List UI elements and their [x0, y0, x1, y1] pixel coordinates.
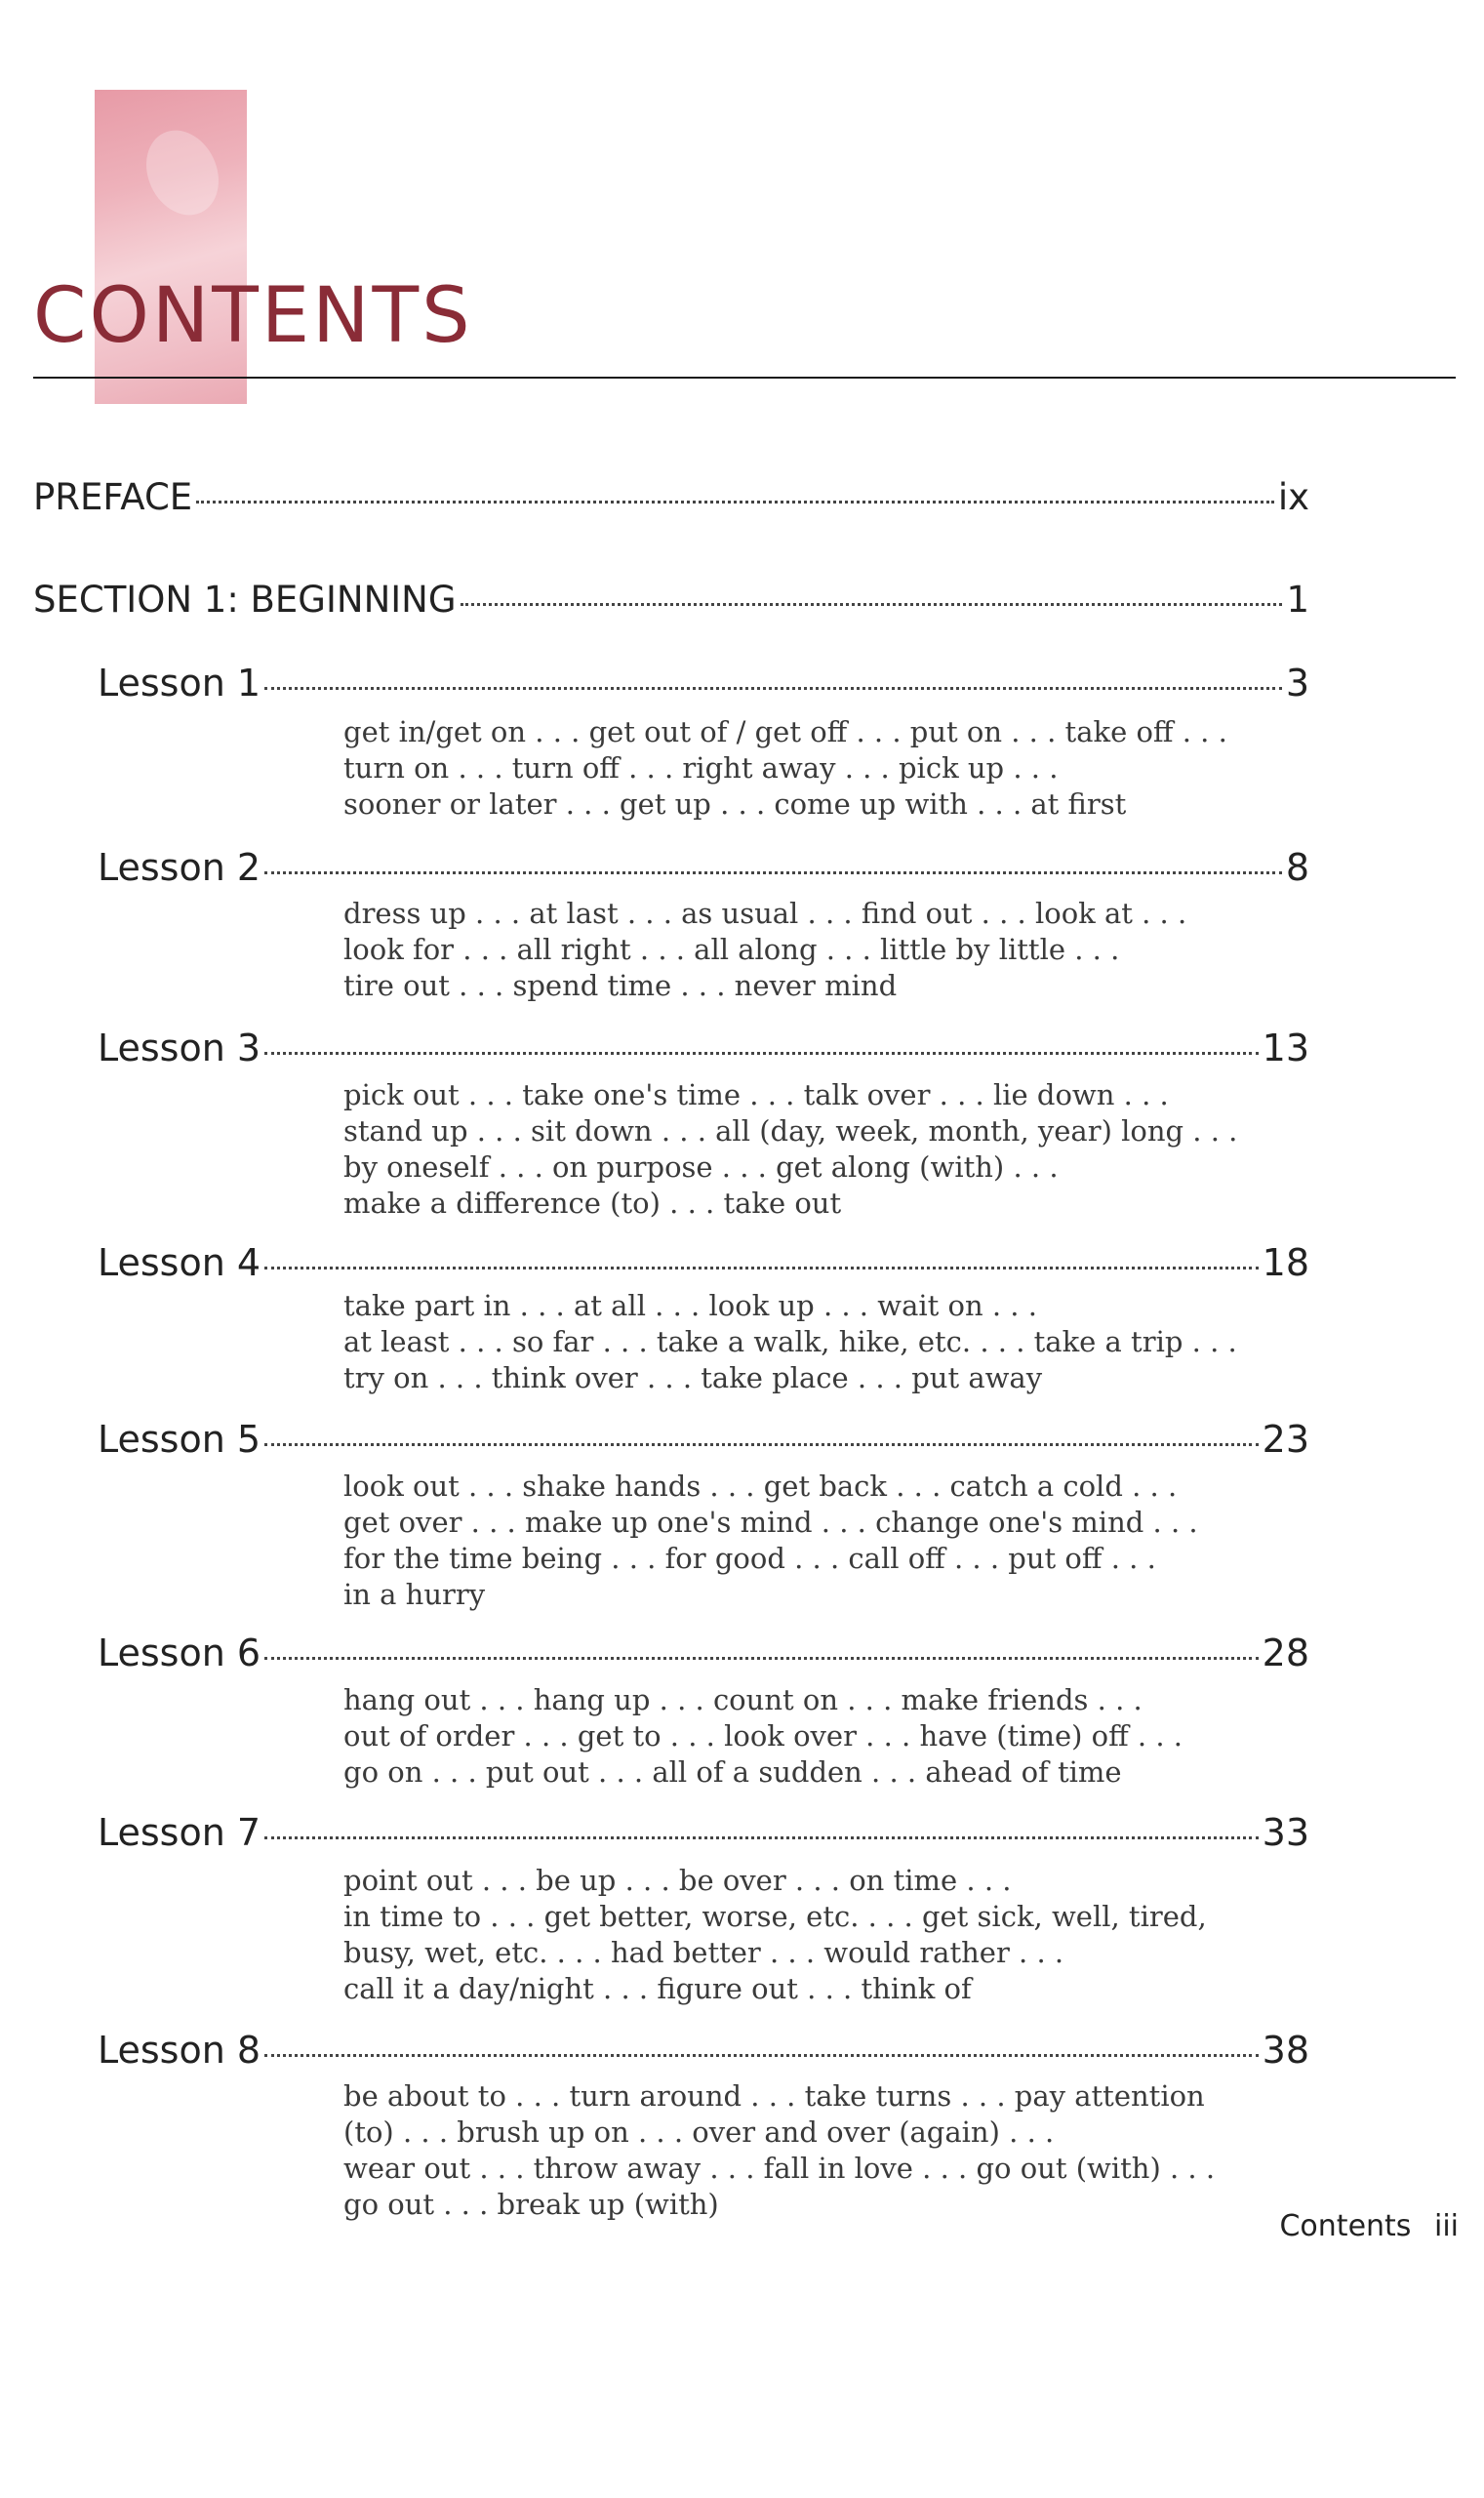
- toc-entry-label: Lesson 1: [98, 662, 261, 705]
- lesson-2-topics: [343, 896, 1319, 1004]
- footer-label: Contents: [1279, 2209, 1412, 2243]
- topic-line: in time to . . . get better, worse, etc. . . . get sick, well, tired,: [343, 1900, 1207, 1933]
- toc-entry-lesson-1[interactable]: [98, 662, 1309, 705]
- lesson-6-topics: [343, 1682, 1319, 1791]
- toc-entry-label: Lesson 7: [98, 1811, 261, 1854]
- lesson-8-topics: [343, 2078, 1319, 2223]
- topic-line: take part in . . . at all . . . look up . . . wait on . . .: [343, 1289, 1037, 1322]
- lesson-7-topics: [343, 1863, 1319, 2007]
- toc-page-number: 3: [1285, 662, 1309, 705]
- topic-line: out of order . . . get to . . . look over . . . have (time) off . . .: [343, 1719, 1183, 1753]
- dot-leader: [196, 501, 1274, 504]
- dot-leader: [264, 1443, 1259, 1446]
- topic-line: (to) . . . brush up on . . . over and over (again) . . .: [343, 2115, 1055, 2149]
- toc-page-number: 38: [1262, 2029, 1309, 2072]
- topic-line: tire out . . . spend time . . . never mind: [343, 969, 898, 1002]
- toc-entry-label: Lesson 3: [98, 1027, 261, 1069]
- toc-entry-label: Lesson 2: [98, 846, 261, 889]
- toc-page-number: 23: [1262, 1418, 1309, 1461]
- toc-entry-lesson-8[interactable]: [98, 2029, 1309, 2072]
- topic-line: sooner or later . . . get up . . . come up with . . . at first: [343, 787, 1127, 821]
- toc-page-number: 1: [1286, 579, 1309, 621]
- lesson-5-topics: [343, 1469, 1319, 1613]
- topic-line: for the time being . . . for good . . . call off . . . put off . . .: [343, 1542, 1156, 1575]
- topic-line: stand up . . . sit down . . . all (day, week, month, year) long . . .: [343, 1114, 1238, 1148]
- topic-line: point out . . . be up . . . be over . . . on time . . .: [343, 1864, 1012, 1897]
- toc-page-number: 33: [1262, 1811, 1309, 1854]
- topic-line: at least . . . so far . . . take a walk, hike, etc. . . . take a trip . . .: [343, 1325, 1237, 1358]
- toc-page-number: ix: [1277, 476, 1309, 518]
- toc-entry-lesson-4[interactable]: [98, 1241, 1309, 1284]
- toc-entry-lesson-5[interactable]: [98, 1418, 1309, 1461]
- topic-line: look out . . . shake hands . . . get back . . . catch a cold . . .: [343, 1470, 1178, 1503]
- topic-line: look for . . . all right . . . all along . . . little by little . . .: [343, 933, 1120, 966]
- topic-line: call it a day/night . . . figure out . . . think of: [343, 1972, 972, 2005]
- lesson-1-topics: [343, 714, 1319, 823]
- toc-entry-lesson-6[interactable]: [98, 1632, 1309, 1674]
- dot-leader: [264, 1267, 1259, 1269]
- dot-leader: [461, 603, 1283, 606]
- toc-entry-section-1[interactable]: [33, 579, 1309, 621]
- footer-page-number: iii: [1433, 2209, 1459, 2243]
- toc-entry-label: Lesson 4: [98, 1241, 261, 1284]
- topic-line: wear out . . . throw away . . . fall in love . . . go out (with) . . .: [343, 2152, 1216, 2185]
- dot-leader: [264, 1836, 1259, 1839]
- topic-line: turn on . . . turn off . . . right away . . . pick up . . .: [343, 751, 1059, 785]
- topic-line: in a hurry: [343, 1578, 486, 1611]
- toc-page-number: 18: [1262, 1241, 1309, 1284]
- toc-entry-label: Lesson 8: [98, 2029, 261, 2072]
- topic-line: be about to . . . turn around . . . take turns . . . pay attention: [343, 2079, 1205, 2113]
- lesson-4-topics: [343, 1288, 1319, 1396]
- lesson-3-topics: [343, 1077, 1319, 1222]
- toc-entry-lesson-3[interactable]: [98, 1027, 1309, 1069]
- toc-entry-preface[interactable]: [33, 476, 1309, 518]
- page-footer: [1279, 2209, 1459, 2243]
- toc-page-number: 28: [1262, 1632, 1309, 1674]
- dot-leader: [264, 687, 1282, 690]
- dot-leader: [264, 2054, 1259, 2057]
- topic-line: go out . . . break up (with): [343, 2188, 719, 2221]
- topic-line: make a difference (to) . . . take out: [343, 1187, 842, 1220]
- topic-line: get in/get on . . . get out of / get off . . . put on . . . take off . . .: [343, 715, 1227, 748]
- toc-entry-label: Lesson 6: [98, 1632, 261, 1674]
- topic-line: get over . . . make up one's mind . . . change one's mind . . .: [343, 1506, 1198, 1539]
- topic-line: pick out . . . take one's time . . . talk over . . . lie down . . .: [343, 1078, 1169, 1111]
- toc-page-number: 8: [1285, 846, 1309, 889]
- topic-line: try on . . . think over . . . take place . . . put away: [343, 1361, 1043, 1394]
- topic-line: hang out . . . hang up . . . count on . . . make friends . . .: [343, 1683, 1143, 1716]
- toc-page-number: 13: [1262, 1027, 1309, 1069]
- toc-entry-label: PREFACE: [33, 476, 193, 518]
- topic-line: busy, wet, etc. . . . had better . . . would rather . . .: [343, 1936, 1064, 1969]
- page-title: CONTENTS: [33, 272, 473, 360]
- toc-entry-label: Lesson 5: [98, 1418, 261, 1461]
- toc-entry-label: SECTION 1: BEGINNING: [33, 579, 457, 621]
- topic-line: dress up . . . at last . . . as usual . . . find out . . . look at . . .: [343, 897, 1187, 930]
- topic-line: by oneself . . . on purpose . . . get along (with) . . .: [343, 1150, 1059, 1184]
- topic-line: go on . . . put out . . . all of a sudden . . . ahead of time: [343, 1755, 1122, 1789]
- dot-leader: [264, 1657, 1259, 1660]
- toc-entry-lesson-2[interactable]: [98, 846, 1309, 889]
- dot-leader: [264, 1052, 1259, 1055]
- title-rule: [33, 377, 1456, 379]
- dot-leader: [264, 871, 1282, 874]
- toc-entry-lesson-7[interactable]: [98, 1811, 1309, 1854]
